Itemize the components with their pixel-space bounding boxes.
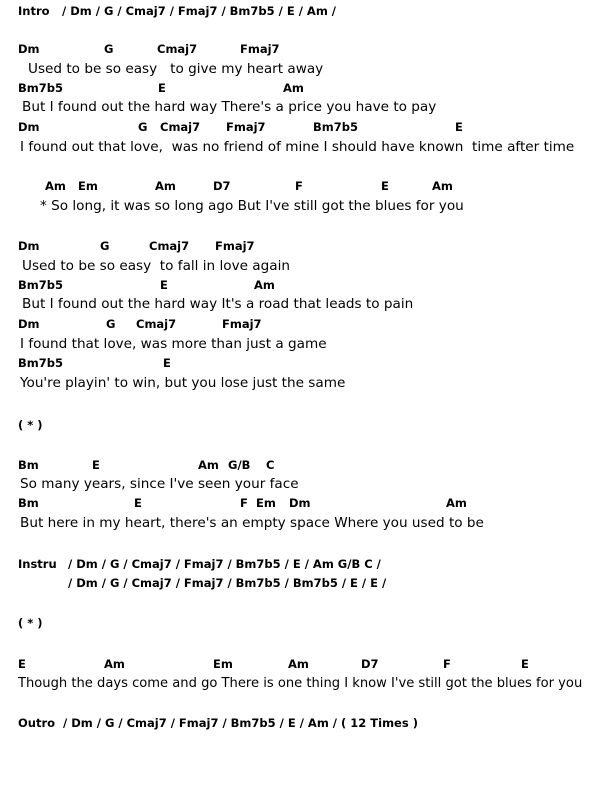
lyric-text: Used to be so easy to give my heart away [28, 61, 324, 77]
chord: G [104, 42, 114, 56]
lyric-text: * So long, it was so long ago But I've still got the blues for you [40, 198, 464, 214]
ending-chords [0, 656, 529, 672]
chord: Am [45, 179, 66, 193]
verse2-chords-1 [0, 238, 255, 254]
chorus-marker [0, 417, 43, 433]
chord: D7 [213, 179, 231, 193]
chord: E [158, 81, 166, 95]
verse2-lyric-1 [0, 258, 290, 274]
chord: Fmaj7 [215, 239, 255, 253]
chord: Am [104, 657, 125, 671]
chord: C [266, 458, 275, 472]
repeat-chorus-marker: ( * ) [18, 616, 43, 630]
chord: E [18, 657, 26, 671]
outro-progression: / Dm / G / Cmaj7 / Fmaj7 / Bm7b5 / E / Am / ( 12 Times ) [63, 716, 418, 730]
chord: Am [446, 496, 467, 510]
chord: E [381, 179, 389, 193]
lyric-text: But here in my heart, there's an empty space Where you used to be [20, 515, 484, 531]
instru-line-2 [0, 575, 387, 591]
chord: G [138, 120, 148, 134]
bridge-lyric-2 [0, 515, 484, 531]
chorus-marker [0, 615, 43, 631]
chord: E [521, 657, 529, 671]
chord: Em [256, 496, 276, 510]
bridge-chords-2 [0, 495, 467, 511]
chord: Bm7b5 [18, 356, 63, 370]
instru-line-1 [0, 556, 381, 572]
verse2-chords-2 [0, 277, 275, 293]
lyric-text: I found that love, was more than just a game [20, 336, 327, 352]
intro-label: Intro [18, 4, 50, 18]
chord: E [455, 120, 463, 134]
repeat-chorus-marker: ( * ) [18, 418, 43, 432]
chord: Cmaj7 [149, 239, 190, 253]
intro-progression: / Dm / G / Cmaj7 / Fmaj7 / Bm7b5 / E / Am / [62, 4, 337, 18]
outro-line [0, 715, 418, 731]
intro-line [0, 3, 337, 19]
chord: E [163, 356, 171, 370]
chord: Am [254, 278, 275, 292]
verse1-chords-3 [0, 119, 463, 135]
chord: F [443, 657, 451, 671]
chord: Fmaj7 [240, 42, 280, 56]
chord: Bm [18, 496, 39, 510]
verse2-chords-4 [0, 355, 171, 371]
verse1-chords-2 [0, 80, 304, 96]
lyric-text: I found out that love, was no friend of mine I should have known time after time [20, 139, 575, 155]
verse1-lyric-1 [0, 61, 324, 77]
chord: Em [78, 179, 98, 193]
verse1-lyric-3 [0, 139, 575, 155]
instru-label: Instru [18, 557, 57, 571]
chord: Fmaj7 [222, 317, 262, 331]
chord: F [240, 496, 248, 510]
chord: E [92, 458, 100, 472]
ending-lyric [0, 676, 583, 692]
chord: Em [213, 657, 233, 671]
verse2-lyric-4 [0, 375, 346, 391]
chord: Am [283, 81, 304, 95]
chord: Bm7b5 [313, 120, 358, 134]
lyric-text: But I found out the hard way There's a price you have to pay [22, 99, 437, 115]
chord: G [100, 239, 110, 253]
chord: Dm [289, 496, 311, 510]
chord: G/B [228, 458, 251, 472]
verse1-lyric-2 [0, 99, 437, 115]
verse1-chords-1 [0, 41, 280, 57]
verse2-lyric-3 [0, 336, 327, 352]
chord: Am [288, 657, 309, 671]
chord: Cmaj7 [136, 317, 177, 331]
chord: Dm [18, 120, 40, 134]
chord: D7 [361, 657, 379, 671]
bridge-chords-1 [0, 457, 275, 473]
chord: Am [155, 179, 176, 193]
chord: Am [198, 458, 219, 472]
chord: Cmaj7 [157, 42, 198, 56]
instru-progression-2: / Dm / G / Cmaj7 / Fmaj7 / Bm7b5 / Bm7b5 / E / E / [68, 576, 387, 590]
chord: Bm7b5 [18, 278, 63, 292]
outro-label: Outro [18, 716, 56, 730]
chord: Dm [18, 42, 40, 56]
chorus-lyric [0, 198, 464, 214]
chorus-chords [0, 178, 453, 194]
lyric-text: So many years, since I've seen your face [20, 476, 299, 492]
chord: E [134, 496, 142, 510]
bridge-lyric-1 [0, 476, 299, 492]
chord: G [106, 317, 116, 331]
instru-progression-1: / Dm / G / Cmaj7 / Fmaj7 / Bm7b5 / E / Am G/B C / [68, 557, 381, 571]
chord: Dm [18, 317, 40, 331]
chord: Cmaj7 [160, 120, 201, 134]
lyric-text: But I found out the hard way It's a road that leads to pain [22, 296, 414, 312]
verse2-lyric-2 [0, 296, 414, 312]
chord: Bm [18, 458, 39, 472]
chord: Am [432, 179, 453, 193]
chord: E [160, 278, 168, 292]
chord: Fmaj7 [226, 120, 266, 134]
lyric-text: Though the days come and go There is one thing I know I've still got the blues for you [18, 676, 583, 691]
chord: F [295, 179, 303, 193]
lyric-text: Used to be so easy to fall in love again [22, 258, 290, 274]
verse2-chords-3 [0, 316, 262, 332]
chord: Bm7b5 [18, 81, 63, 95]
chord: Dm [18, 239, 40, 253]
lyric-text: You're playin' to win, but you lose just the same [20, 375, 346, 391]
